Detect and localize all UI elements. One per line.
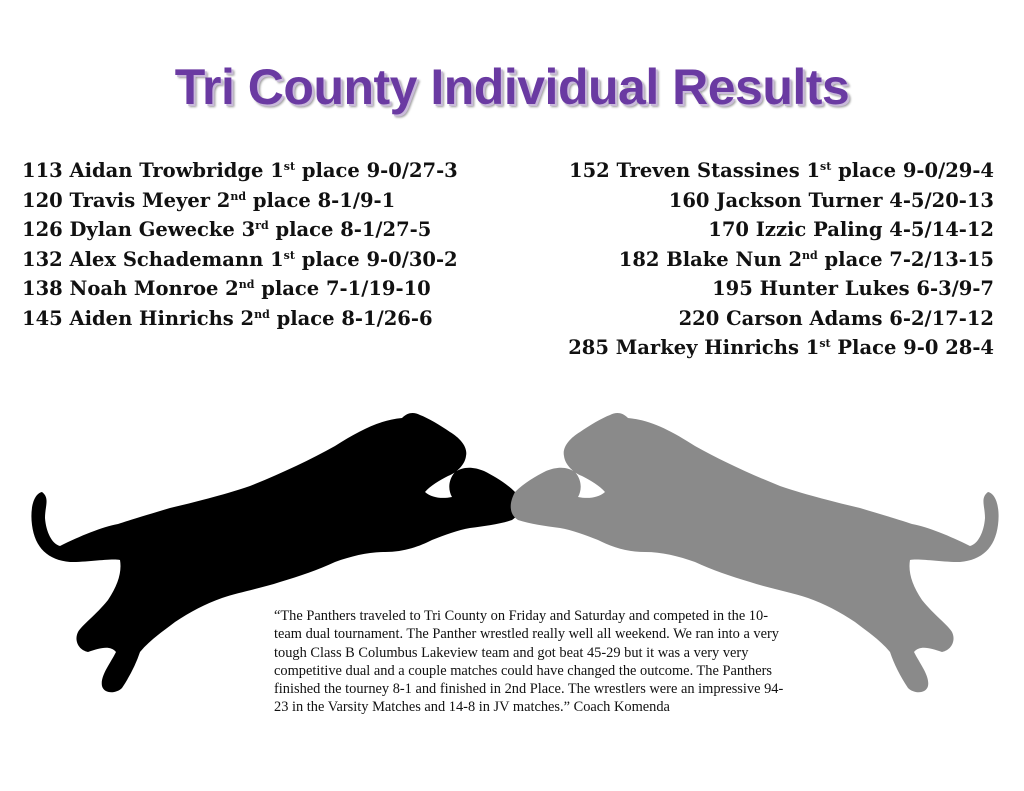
result-ordinal: st — [283, 248, 295, 262]
result-row-220 — [568, 304, 994, 334]
result-text: 170 Izzic Paling 4-5/14-12 — [708, 218, 994, 241]
result-row-132 — [22, 245, 458, 275]
result-text: 126 Dylan Gewecke 3 — [22, 218, 256, 241]
result-row-285 — [568, 333, 994, 363]
result-record: place 8-1/9-1 — [246, 188, 396, 212]
results-left-column — [22, 156, 458, 333]
result-text: 220 Carson Adams 6-2/17-12 — [678, 306, 994, 330]
result-text: 182 Blake Nun 2 — [618, 247, 803, 271]
result-ordinal: st — [820, 160, 832, 173]
result-row-152 — [568, 156, 994, 186]
result-record: place 7-1/19-10 — [254, 277, 431, 300]
result-text: 152 Treven Stassines 1 — [569, 159, 821, 182]
result-record: place 9-0/29-4 — [831, 159, 994, 182]
result-ordinal: st — [819, 337, 831, 350]
result-record: place 8-1/26-6 — [269, 306, 433, 330]
result-text: 113 Aidan Trowbridge 1 — [22, 159, 284, 182]
result-row-145 — [22, 304, 458, 334]
result-text: 160 Jackson Turner 4-5/20-13 — [668, 188, 994, 212]
result-text: 138 Noah Monroe 2 — [22, 277, 239, 300]
result-text: 145 Aiden Hinrichs 2 — [22, 306, 255, 330]
result-row-182 — [568, 245, 994, 275]
result-record: place 9-0/30-2 — [294, 247, 458, 271]
result-ordinal: nd — [238, 278, 255, 291]
result-text: 120 Travis Meyer 2 — [22, 188, 231, 212]
result-row-138 — [22, 274, 458, 304]
result-row-160 — [568, 186, 994, 216]
result-ordinal: nd — [254, 307, 270, 321]
result-ordinal: nd — [230, 189, 247, 203]
page-title: Tri County Individual Results — [174, 59, 850, 115]
result-ordinal: st — [283, 160, 296, 173]
result-text: 285 Markey Hinrichs 1 — [568, 336, 820, 359]
result-ordinal: nd — [802, 248, 818, 262]
result-row-120 — [22, 186, 458, 216]
result-record: Place 9-0 28-4 — [830, 336, 994, 359]
result-text: 195 Hunter Lukes 6-3/9-7 — [712, 277, 994, 300]
coach-quote: “The Panthers traveled to Tri County on Friday and Saturday and competed in the 10-team dual tournament. The Panther wrestled really well all weekend. We ran into a very tough Class B Columbus Lakeview team and got beat 45-29 but it was a very very competitive dual and a couple matches could have changed the outcome. The Panthers finished the tourney 8-1 and finished in 2nd Place. The wrestlers were an impressive 94-23 in the Varsity Matches and 14-8 in JV matches.” Coach Komenda — [274, 608, 784, 716]
result-row-113 — [22, 156, 458, 186]
result-record: place 7-2/13-15 — [817, 247, 994, 271]
result-row-170 — [568, 215, 994, 245]
result-record: place 8-1/27-5 — [268, 218, 432, 241]
result-record: place 9-0/27-3 — [295, 159, 458, 182]
results-right-column — [568, 156, 994, 363]
result-row-195 — [568, 274, 994, 304]
result-ordinal: rd — [255, 219, 269, 232]
result-row-126 — [22, 215, 458, 245]
result-text: 132 Alex Schademann 1 — [22, 247, 284, 271]
